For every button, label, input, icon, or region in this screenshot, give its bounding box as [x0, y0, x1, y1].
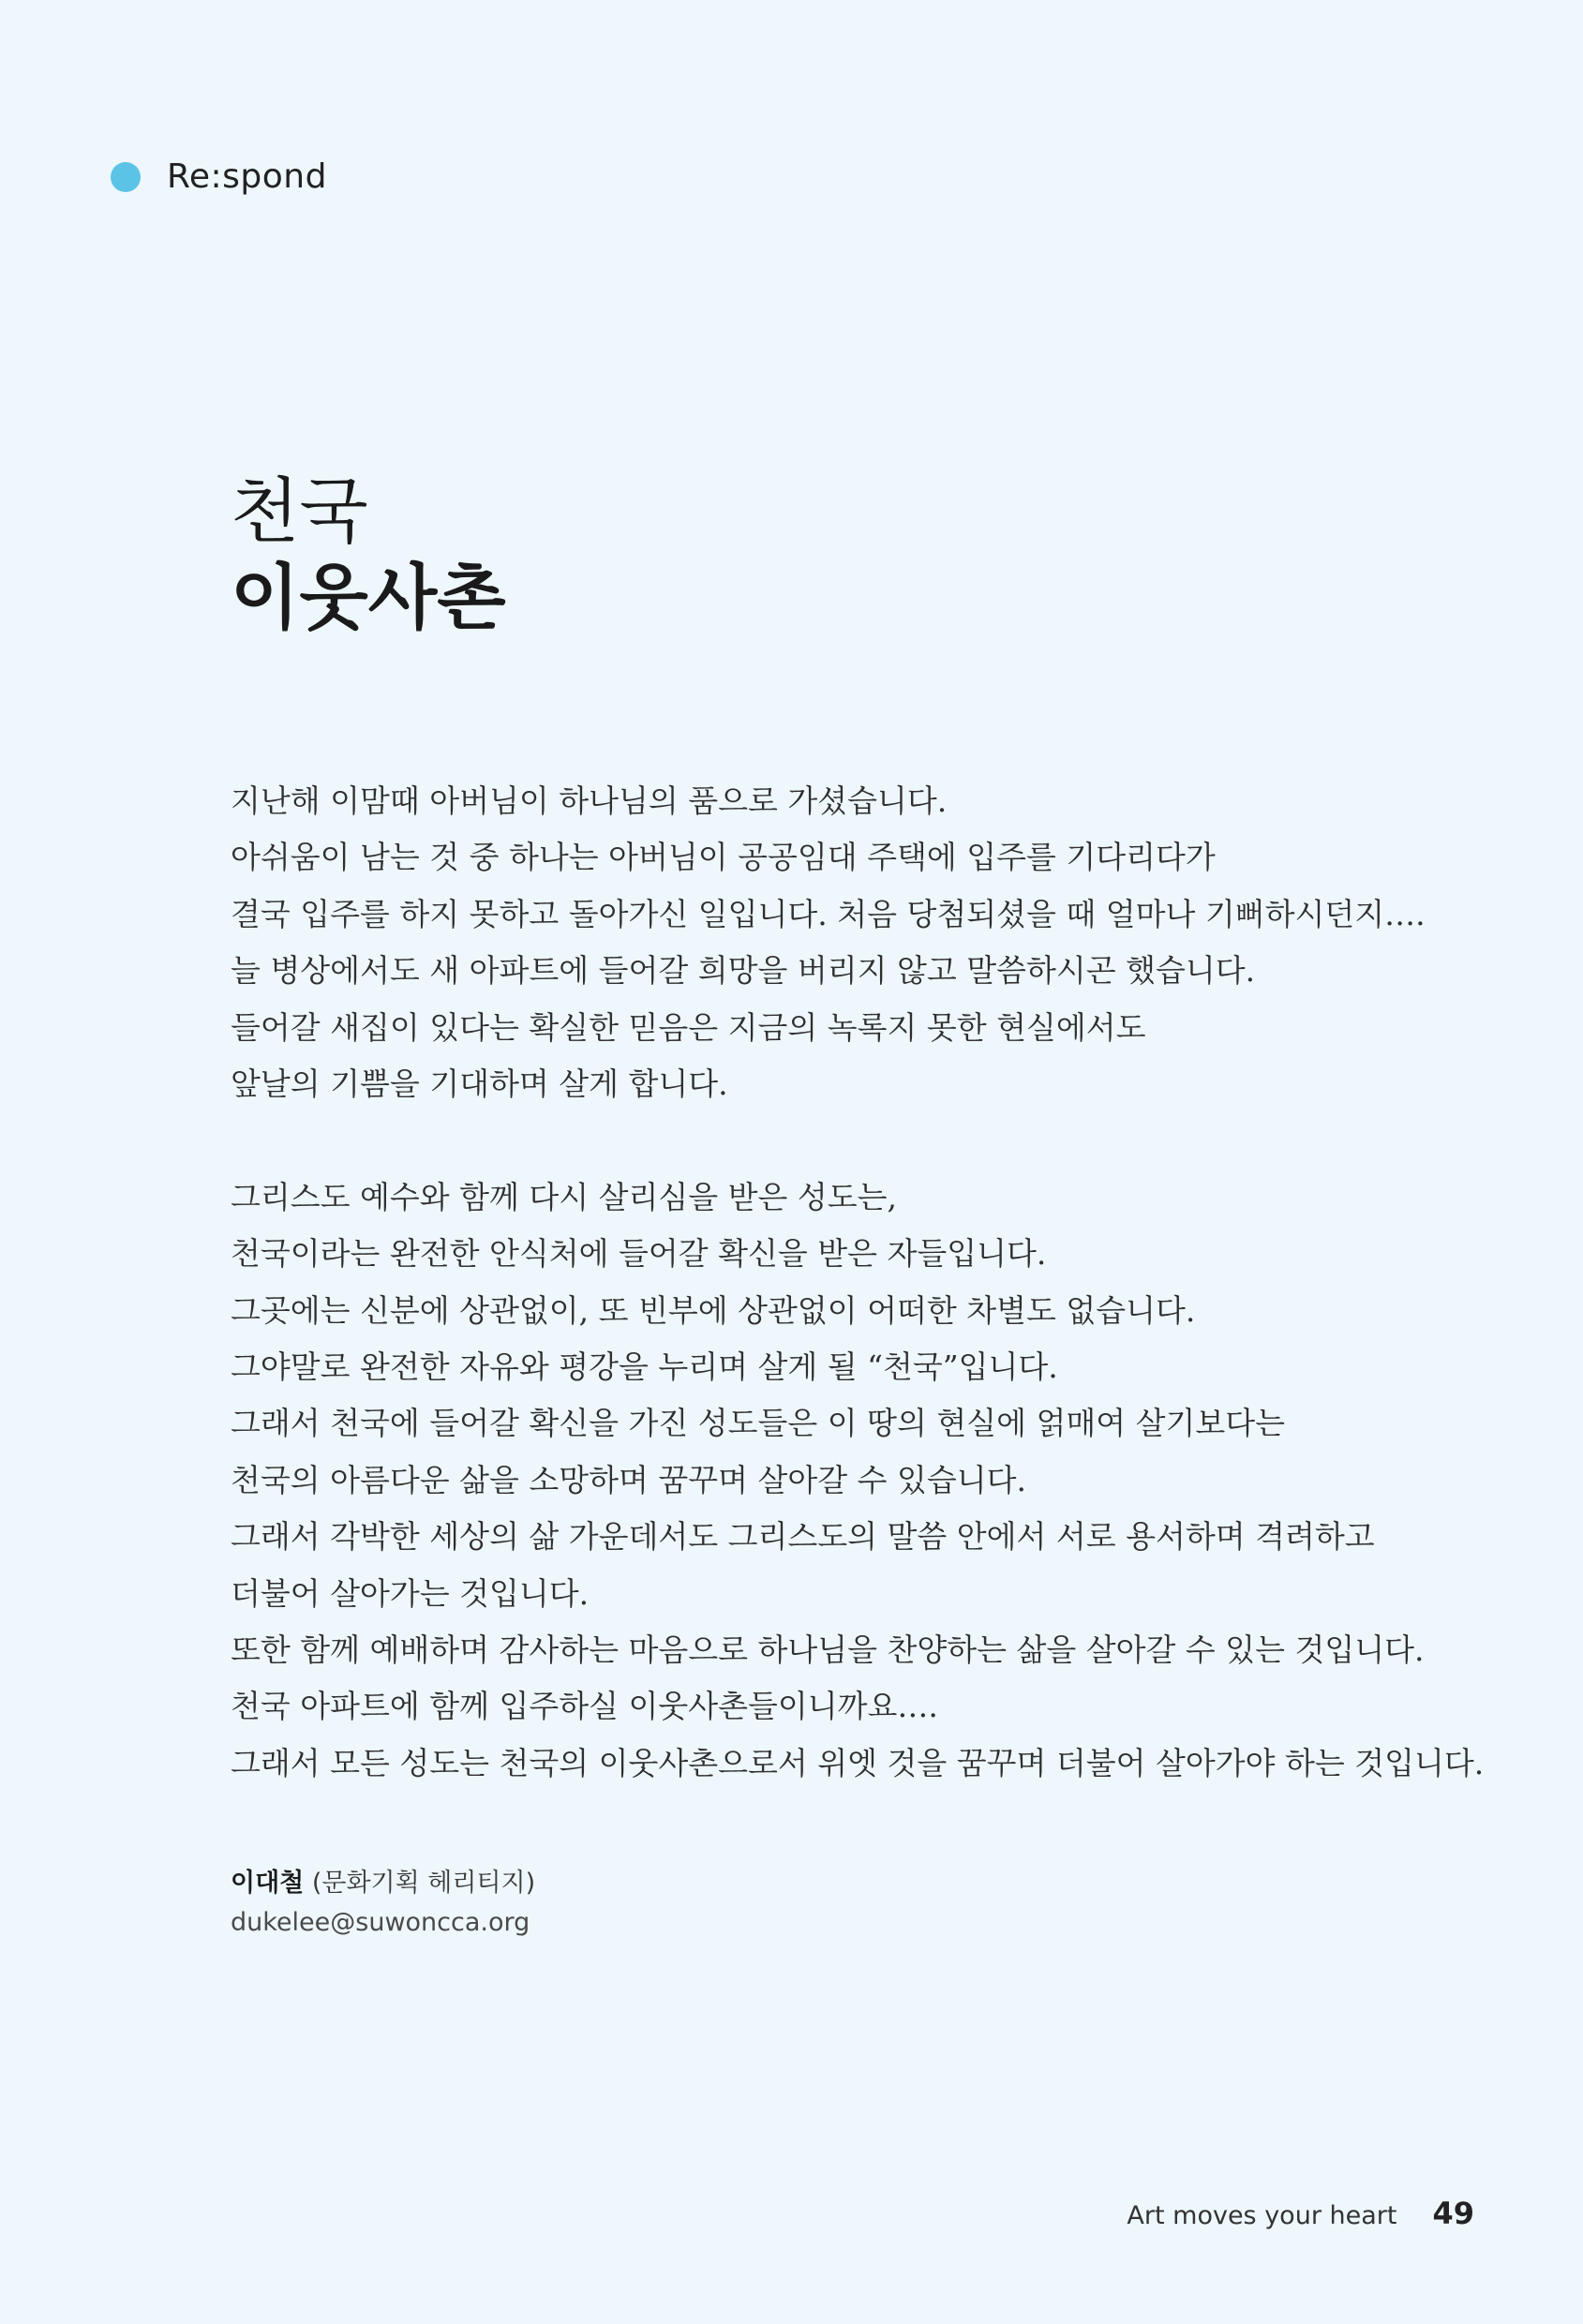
article-body	[231, 773, 1485, 1792]
body-line: 그리스도 예수와 함께 다시 살리심을 받은 성도는,	[231, 1178, 897, 1215]
body-line: 또한 함께 예배하며 감사하는 마음으로 하나님을 찬양하는 삶을 살아갈 수 있는 것입니다.	[231, 1631, 1425, 1669]
footer-slogan: Art moves your heart	[1127, 2201, 1397, 2230]
page-number: 49	[1432, 2196, 1474, 2231]
section-dot-icon	[111, 162, 141, 192]
body-line: 들어갈 새집이 있다는 확실한 믿음은 지금의 녹록지 못한 현실에서도	[231, 1008, 1146, 1046]
page-footer	[1127, 2196, 1474, 2231]
article-title	[231, 469, 506, 641]
author-affiliation: (문화기획 헤리티지)	[311, 1869, 536, 1898]
body-line: 늘 병상에서도 새 아파트에 들어갈 희망을 버리지 않고 말씀하시곤 했습니다.	[231, 952, 1256, 990]
body-line: 그야말로 완전한 자유와 평강을 누리며 살게 될 “천국”입니다.	[231, 1348, 1058, 1386]
body-line: 그래서 모든 성도는 천국의 이웃사촌으로서 위엣 것을 꿈꾸며 더불어 살아가야 하는 것입니다.	[231, 1744, 1485, 1781]
body-line: 그래서 천국에 들어갈 확신을 가진 성도들은 이 땅의 현실에 얽매여 살기보다는	[231, 1405, 1285, 1442]
body-line: 천국의 아름다운 삶을 소망하며 꿈꾸며 살아갈 수 있습니다.	[231, 1461, 1026, 1498]
body-line: 천국 아파트에 함께 입주하실 이웃사촌들이니까요….	[231, 1688, 938, 1725]
body-line: 아쉬움이 남는 것 중 하나는 아버님이 공공임대 주택에 입주를 기다리다가	[231, 839, 1216, 876]
author-name: 이대철	[231, 1869, 305, 1898]
author-line	[231, 1865, 535, 1902]
body-line: 앞날의 기쁨을 기대하며 살게 합니다.	[231, 1065, 728, 1103]
author-email-link[interactable]: dukelee@suwoncca.org	[231, 1908, 530, 1937]
paragraph-1	[231, 773, 1449, 1112]
article-title-line2: 이웃사촌	[231, 556, 506, 639]
author-block	[231, 1865, 535, 1944]
paragraph-2	[231, 1169, 1485, 1792]
body-line: 결국 입주를 하지 못하고 돌아가신 일입니다. 처음 당첨되셨을 때 얼마나 기뻐하시던지….	[231, 895, 1426, 932]
body-line: 그래서 각박한 세상의 삶 가운데서도 그리스도의 말씀 안에서 서로 용서하며 격려하고	[231, 1518, 1375, 1556]
body-line: 지난해 이맘때 아버님이 하나님의 품으로 가셨습니다.	[231, 782, 948, 819]
article-title-line1: 천국	[231, 469, 368, 553]
body-line: 천국이라는 완전한 안식처에 들어갈 확신을 받은 자들입니다.	[231, 1235, 1047, 1273]
paragraph-gap	[231, 1112, 1449, 1169]
body-line: 그곳에는 신분에 상관없이, 또 빈부에 상관없이 어떠한 차별도 없습니다.	[231, 1291, 1196, 1329]
section-label: Re:spond	[167, 157, 327, 196]
body-line: 더불어 살아가는 것입니다.	[231, 1574, 590, 1612]
section-header	[111, 157, 327, 196]
